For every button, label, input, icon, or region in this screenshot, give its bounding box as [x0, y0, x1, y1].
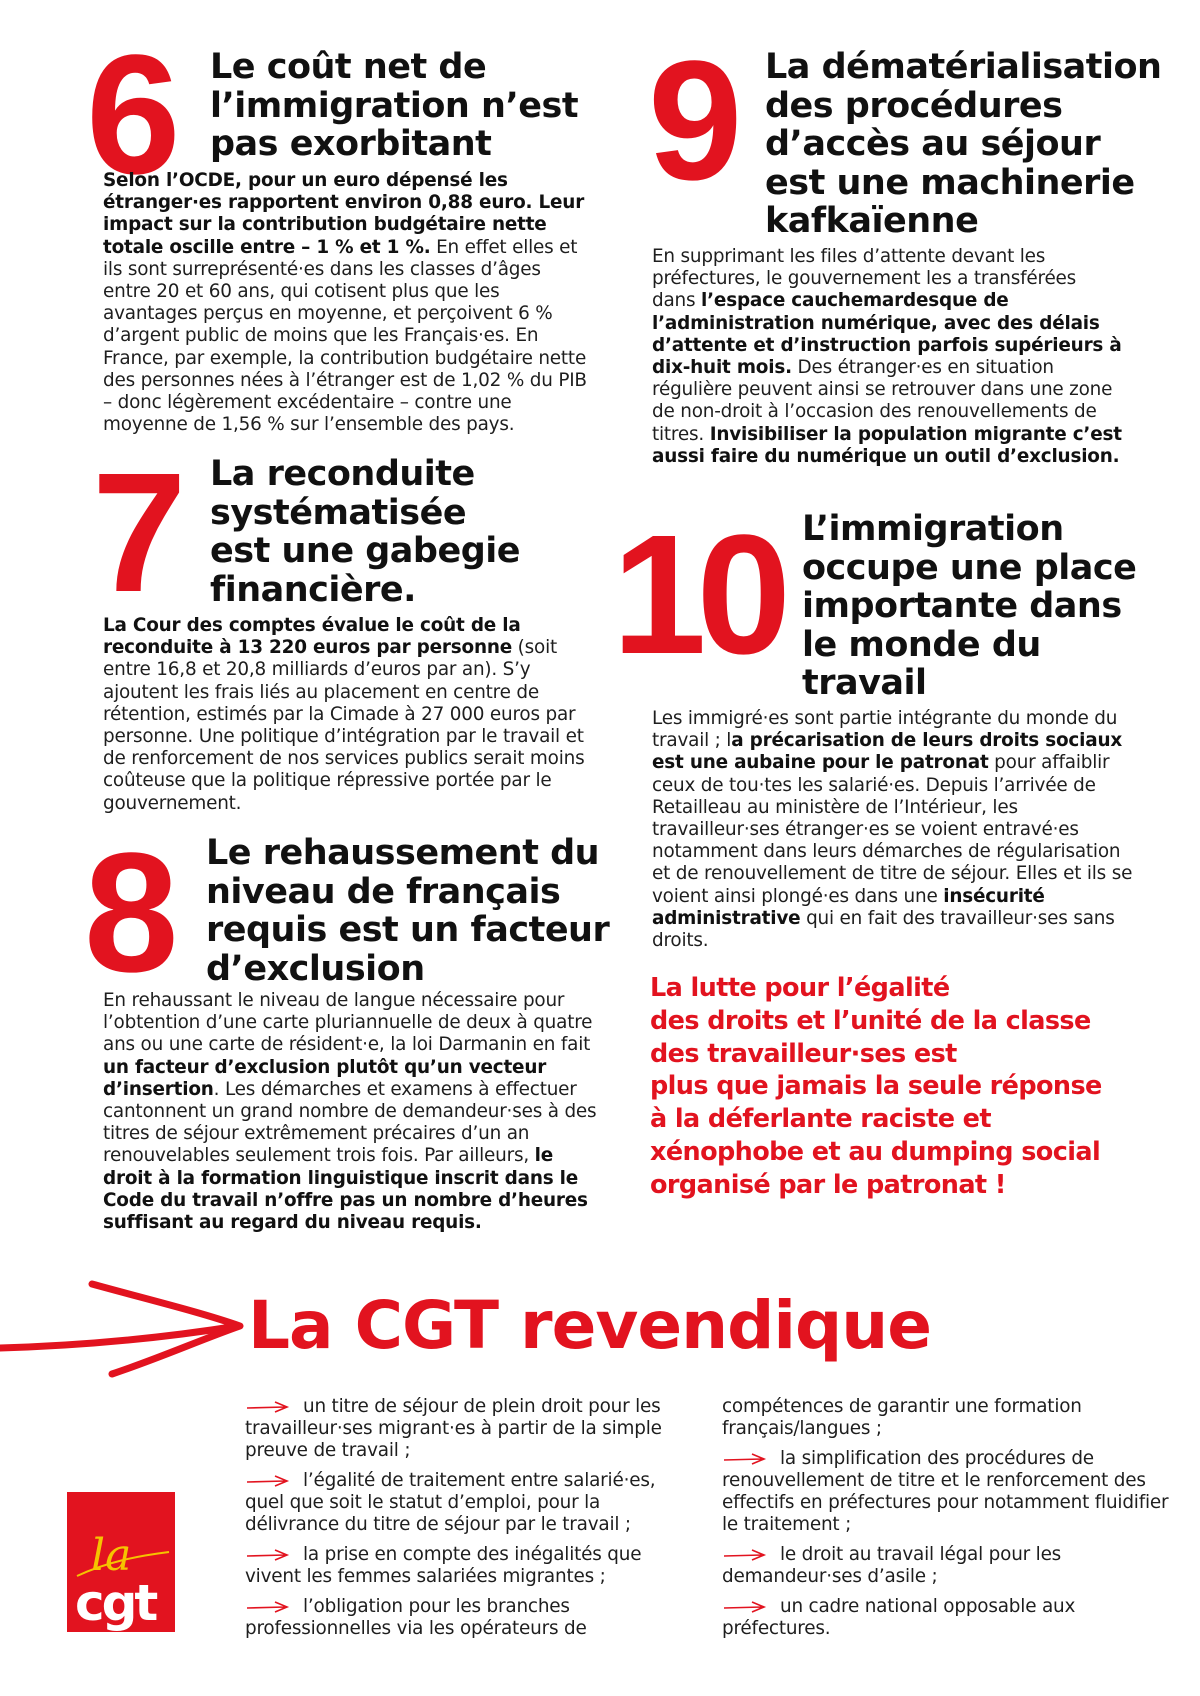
heading-line: La dématérialisation — [765, 47, 1162, 87]
section-body-7 — [103, 615, 593, 815]
heading-line: travail — [802, 663, 927, 703]
big-arrow-icon — [0, 1270, 250, 1380]
body-text: qui en fait des travailleur·ses sans droits. — [652, 907, 1115, 952]
arrow-icon — [245, 1474, 303, 1488]
section-body-8 — [103, 990, 603, 1234]
heading-line: l’immigration n’est — [210, 85, 579, 126]
slogan-line: La lutte pour l’égalité — [650, 973, 950, 1003]
cgt-revendique-title: La CGT revendique — [248, 1287, 931, 1364]
section-heading-6 — [210, 48, 578, 164]
heading-line: des procédures — [765, 85, 1063, 126]
body-text: . Les démarches et examens à effectuer cantonnent un grand nombre de demandeur·ses à des titres de séjour extrêmement précaires d’un an renouvelables seulement trois fois. Par ailleurs, — [103, 1078, 597, 1167]
arrow-icon — [722, 1600, 780, 1614]
logo-script-text: la — [91, 1530, 132, 1581]
section-number-10: 10 — [612, 500, 782, 690]
arrow-icon — [245, 1600, 303, 1614]
body-text: En effet elles et ils sont surreprésenté·es dans les classes d’âges entre 20 et 60 ans, qui cotisent plus que les avantages perçus en moyenne, et perçoivent 6 % d’argent public de moins que les Français·es. En France, par exemple, la contribution budgétaire nette des personnes nées à l’étranger est de 1,02 % du PIB – donc légèrement excédentaire – contre une moyenne de 1,56 % sur l’ensemble des pays. — [103, 236, 587, 436]
body-text: En supprimant les files d’attente devant les préfectures, le gouvernement les a transférées dans — [652, 246, 1077, 312]
slogan-line: des droits et l’unité de la classe — [650, 1005, 1091, 1036]
section-heading-10 — [802, 510, 1136, 703]
demand-item — [722, 1544, 1172, 1588]
demand-continuation: compétences de garantir une formation français/langues ; — [722, 1396, 1082, 1439]
demands-right — [722, 1396, 1172, 1648]
bold-text: La Cour des comptes évalue le coût de la reconduite à 13 220 euros par personne — [103, 615, 521, 659]
bold-text: Selon l’OCDE, pour un euro dépensé les étranger·es rapportent environ 0,88 euro. Leur impact sur la contribution budgétaire nette totale oscille entre – 1 % et 1 %. — [103, 170, 585, 258]
heading-line: financière. — [210, 569, 416, 610]
demand-text: un cadre national opposable aux préfectures. — [722, 1596, 1076, 1639]
slogan-line: organisé par le patronat ! — [650, 1169, 1006, 1200]
arrow-icon — [722, 1548, 780, 1562]
body-text: Des étranger·es en situation régulière peuvent ainsi se retrouver dans une zone de non-droit à l’occasion des renouvellements de titres. — [652, 357, 1113, 445]
body-text: Les immigré·es sont partie intégrante du monde du travail ; l — [652, 708, 1118, 752]
section-heading-9 — [765, 48, 1161, 241]
bold-text: un facteur d’exclusion plutôt qu’un vecteur d’insertion — [103, 1056, 547, 1100]
demands-left — [245, 1396, 695, 1648]
demand-text: l’obligation pour les branches professionnelles via les opérateurs de — [245, 1596, 587, 1639]
logo-name-text: cgt — [75, 1574, 156, 1632]
demand-item — [722, 1448, 1172, 1536]
demand-item — [245, 1396, 695, 1462]
cgt-logo — [67, 1492, 175, 1632]
demand-text: la prise en compte des inégalités que vivent les femmes salariées migrantes ; — [245, 1544, 642, 1587]
demand-item — [722, 1596, 1172, 1640]
heading-line: d’accès au séjour — [765, 124, 1101, 164]
arrow-icon — [245, 1400, 303, 1414]
heading-line: est une machinerie — [765, 162, 1135, 203]
heading-line: kafkaïenne — [765, 201, 979, 241]
section-heading-7 — [210, 455, 520, 609]
heading-line: occupe une place — [802, 547, 1137, 588]
slogan-line: à la déferlante raciste et — [650, 1104, 991, 1135]
slogan-line: xénophobe et au dumping social — [650, 1136, 1101, 1167]
section-body-10 — [652, 708, 1142, 952]
heading-line: systématisée — [210, 492, 467, 533]
section-number-8: 8 — [84, 818, 173, 1008]
arrow-icon — [245, 1548, 303, 1562]
body-text: (soit entre 16,8 et 20,8 milliards d’euros par an). S’y ajoutent les frais liés au placement en centre de rétention, estimés par la Cimade à 27 000 euros par personne. Une politique d’intégration par le travail et de renforcement de nos services publics serait moins coûteuse que la politique répressive portée par le gouvernement. — [103, 637, 585, 814]
heading-line: le monde du — [802, 624, 1041, 665]
demand-text: l’égalité de traitement entre salarié·es, quel que soit le statut d’emploi, pour la délivrance du titre de séjour par le travail ; — [245, 1470, 656, 1535]
heading-line: requis est un facteur — [206, 910, 610, 950]
body-text: pour affaiblir ceux de tou·tes les salarié·es. Depuis l’arrivée de Retailleau au ministère de l’Intérieur, les travailleur·ses étranger·es se voient entravé·es notamment dans leurs démarches de régularisation et de renouvellement de titre de séjour. Elles et ils se voient ainsi plongé·es dans une — [652, 752, 1133, 907]
section-number-9: 9 — [648, 26, 737, 216]
demand-text: le droit au travail légal pour les demandeur·ses d’asile ; — [722, 1544, 1062, 1587]
demand-item — [245, 1596, 695, 1640]
demand-text: un titre de séjour de plein droit pour les travailleur·ses migrant·es à partir de la simple preuve de travail ; — [245, 1396, 662, 1461]
bold-text: le droit à la formation linguistique inscrit dans le Code du travail n’offre pas un nombre d’heures suffisant au regard du niveau requis. — [103, 1145, 588, 1234]
heading-line: Le rehaussement du — [206, 833, 600, 873]
slogan — [650, 972, 1170, 1202]
body-text: En rehaussant le niveau de langue nécessaire pour l’obtention d’une carte pluriannuelle de deux à quatre ans ou une carte de résident·e, la loi Darmanin en fait — [103, 990, 593, 1056]
heading-line: Le coût net de — [210, 47, 487, 87]
demand-item — [245, 1544, 695, 1588]
slogan-line: des travailleur·ses est — [650, 1038, 957, 1069]
section-number-6: 6 — [86, 20, 175, 210]
heading-line: pas exorbitant — [210, 124, 492, 164]
bold-text: a précarisation de leurs droits sociaux est une aubaine pour le patronat — [652, 730, 1122, 774]
section-body-9 — [652, 246, 1122, 468]
heading-line: La reconduite — [210, 454, 475, 494]
section-body-6 — [103, 170, 593, 436]
demand-text: la simplification des procédures de renouvellement de titre et le renforcement des effectifs en préfectures pour notamment fluidifier le traitement ; — [722, 1448, 1169, 1535]
arrow-icon — [722, 1452, 780, 1466]
heading-line: est une gabegie — [210, 531, 520, 571]
section-heading-8 — [206, 834, 609, 988]
bold-text: insécurité administrative — [652, 885, 1045, 929]
heading-line: importante dans — [802, 586, 1122, 626]
bold-text: Invisibiliser la population migrante c’est aussi faire du numérique un outil d’exclusion. — [652, 423, 1122, 467]
demand-item — [245, 1470, 695, 1536]
heading-line: L’immigration — [802, 509, 1064, 549]
bold-text: l’espace cauchemardesque de l’administration numérique, avec des délais d’attente et d’instruction parfois supérieurs à dix-huit mois. — [652, 290, 1122, 379]
heading-line: d’exclusion — [206, 948, 425, 989]
section-number-7: 7 — [92, 438, 181, 628]
slogan-line: plus que jamais la seule réponse — [650, 1071, 1102, 1102]
cgt-logo-icon — [67, 1492, 175, 1632]
heading-line: niveau de français — [206, 871, 561, 912]
